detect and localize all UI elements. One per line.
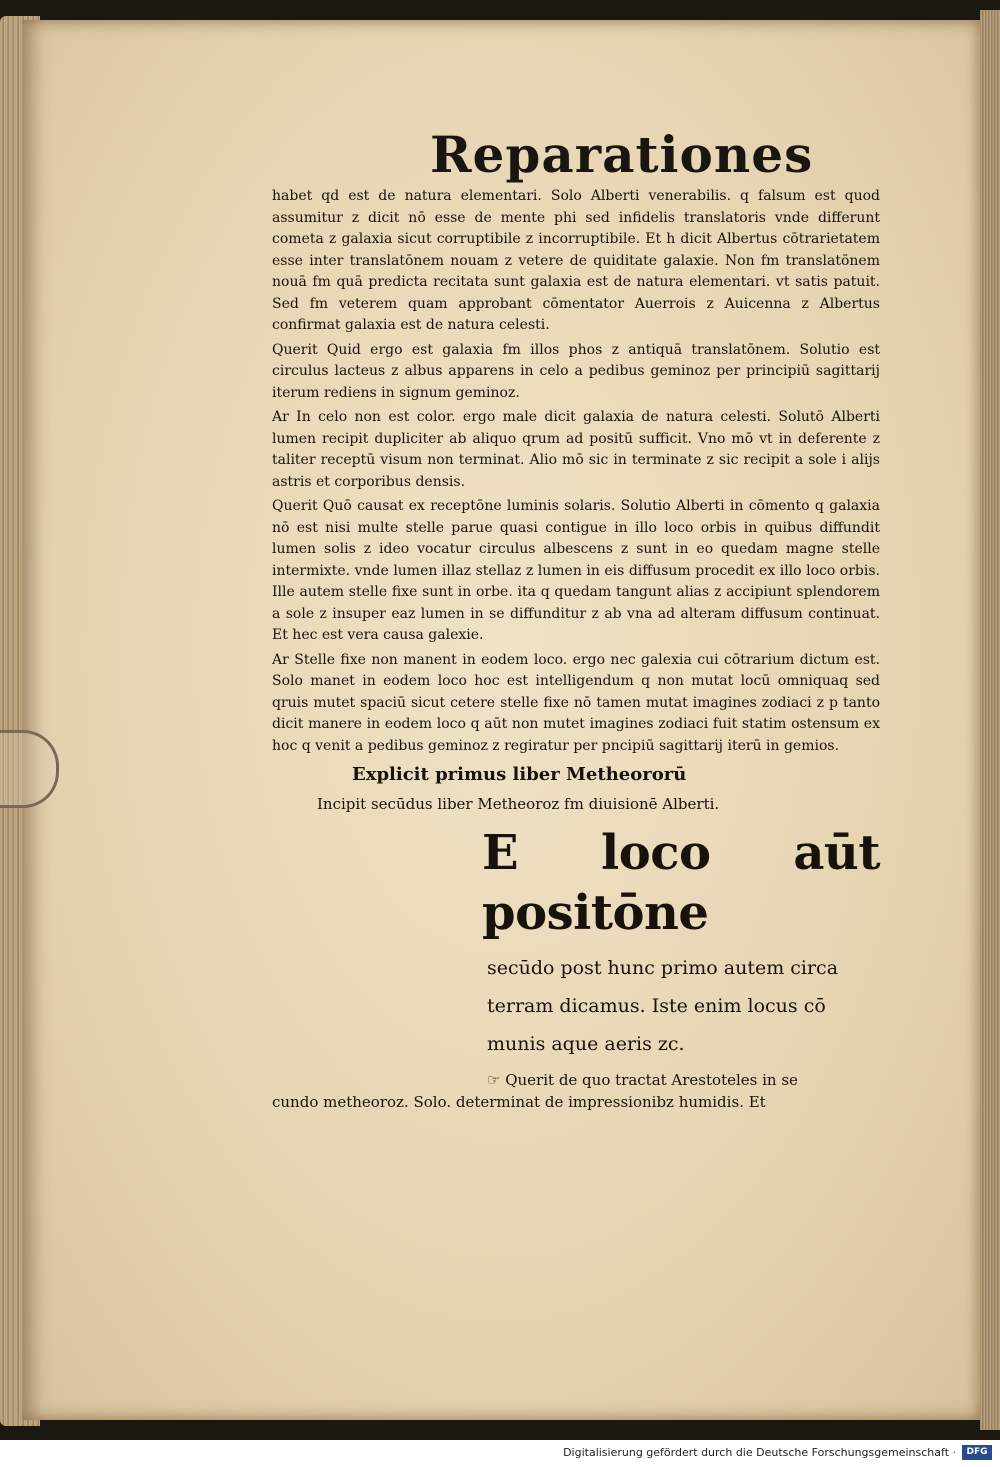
paragraph-1: habet qd est de natura elementari. Solo Alberti venerabilis. q falsum est quod assumitur z dicit nō esse de mente phi sed infidelis translatoris vnde differunt cometa z galaxia sicut corruptibile z incorruptibile. Et h dicit Albertus cōtrarietatem esse inter translatōnem nouam z vetere de quiditate galaxie. Non fm translatōnem nouā fm quā predicta recitata sunt galaxia est de natura elementari. vt satis patuit. Sed fm veterem quam approbant cōmentator Auerrois z Auicenna z Albertus confirmat galaxia est de natura celesti. <box>272 188 880 333</box>
incipit-line: Incipit secūdus liber Metheoroz fm diuisionē Alberti. <box>317 795 720 813</box>
digitization-footer <box>0 1440 1000 1467</box>
explicit-line: Explicit primus liber Metheororū <box>352 764 687 785</box>
dfg-logo-icon: DFG <box>962 1445 992 1460</box>
question-line: ☞ Querit de quo tractat Arestoteles in se <box>487 1071 798 1089</box>
running-head: Reparationes <box>430 125 814 184</box>
book-right-edge <box>980 10 1000 1430</box>
main-text-block <box>272 186 880 1113</box>
footer-credit: Digitalisierung gefördert durch die Deutsche Forschungsgemeinschaft · <box>563 1446 956 1459</box>
paragraph-4: Querit Quō causat ex receptōne luminis solaris. Solutio Alberti in cōmento q galaxia nō est nisi multe stelle parue quasi contigue in illo loco orbis in quibus diffundit lumen solis z ideo vocatur circulus albescens z sunt in eo quedam magne stelle intermixte. vnde lumen illaz stellaz z lumen in eis diffusum procedit ex illo loco orbis. Ille autem stelle fixe sunt in orbe. ita q quedam tangunt alias z accipiunt splendorem a sole z insuper eaz lumen in se diffunditur z ab vna ad alteram diffusum continuat. Et hec est vera causa galexie. <box>272 498 880 643</box>
question-continuation: cundo metheoroz. Solo. determinat de impressionibz humidis. Et <box>272 1093 766 1111</box>
verse-line: secūdo post hunc primo autem circa <box>487 957 839 979</box>
paragraph-3: Ar In celo non est color. ergo male dicit galaxia de natura celesti. Solutō Alberti lumen recipit dupliciter ab aliquo qrum ad positū sufficit. Vno mō vt in deferente z taliter receptū visum non terminat. Alio mō sic in terminate z sic recipit a sole i alijs astris et corporibus densis. <box>272 409 880 490</box>
paragraph-2: Querit Quid ergo est galaxia fm illos phos z antiquā translatōnem. Solutio est circulus lacteus z albus apparens in celo a pedibus geminoz per principiū sagittarij iterum rediens in signum geminoz. <box>272 341 880 401</box>
section-title: E loco aūt positōne <box>482 825 880 941</box>
verse-line: terram dicamus. Iste enim locus cō <box>487 995 826 1017</box>
paragraph-5: Ar Stelle fixe non manent in eodem loco. ergo nec galexia cui cōtrarium dictum est. Solo manet in eodem loco hoc est intelligendum q non mutat locū omniquaq sed qruis mutet spaciū sicut cetere stelle fixe nō tamen mutat imagines zodiaci z p tanto dicit manere in eodem loco q aūt non mutet imagines zodiaci fuit statim ostensum ex hoc q venit a pedibus geminoz z regiratur per pncipiū sagittarij iterū in gemios. <box>272 651 880 754</box>
verse-line: munis aque aeris zc. <box>487 1033 685 1055</box>
